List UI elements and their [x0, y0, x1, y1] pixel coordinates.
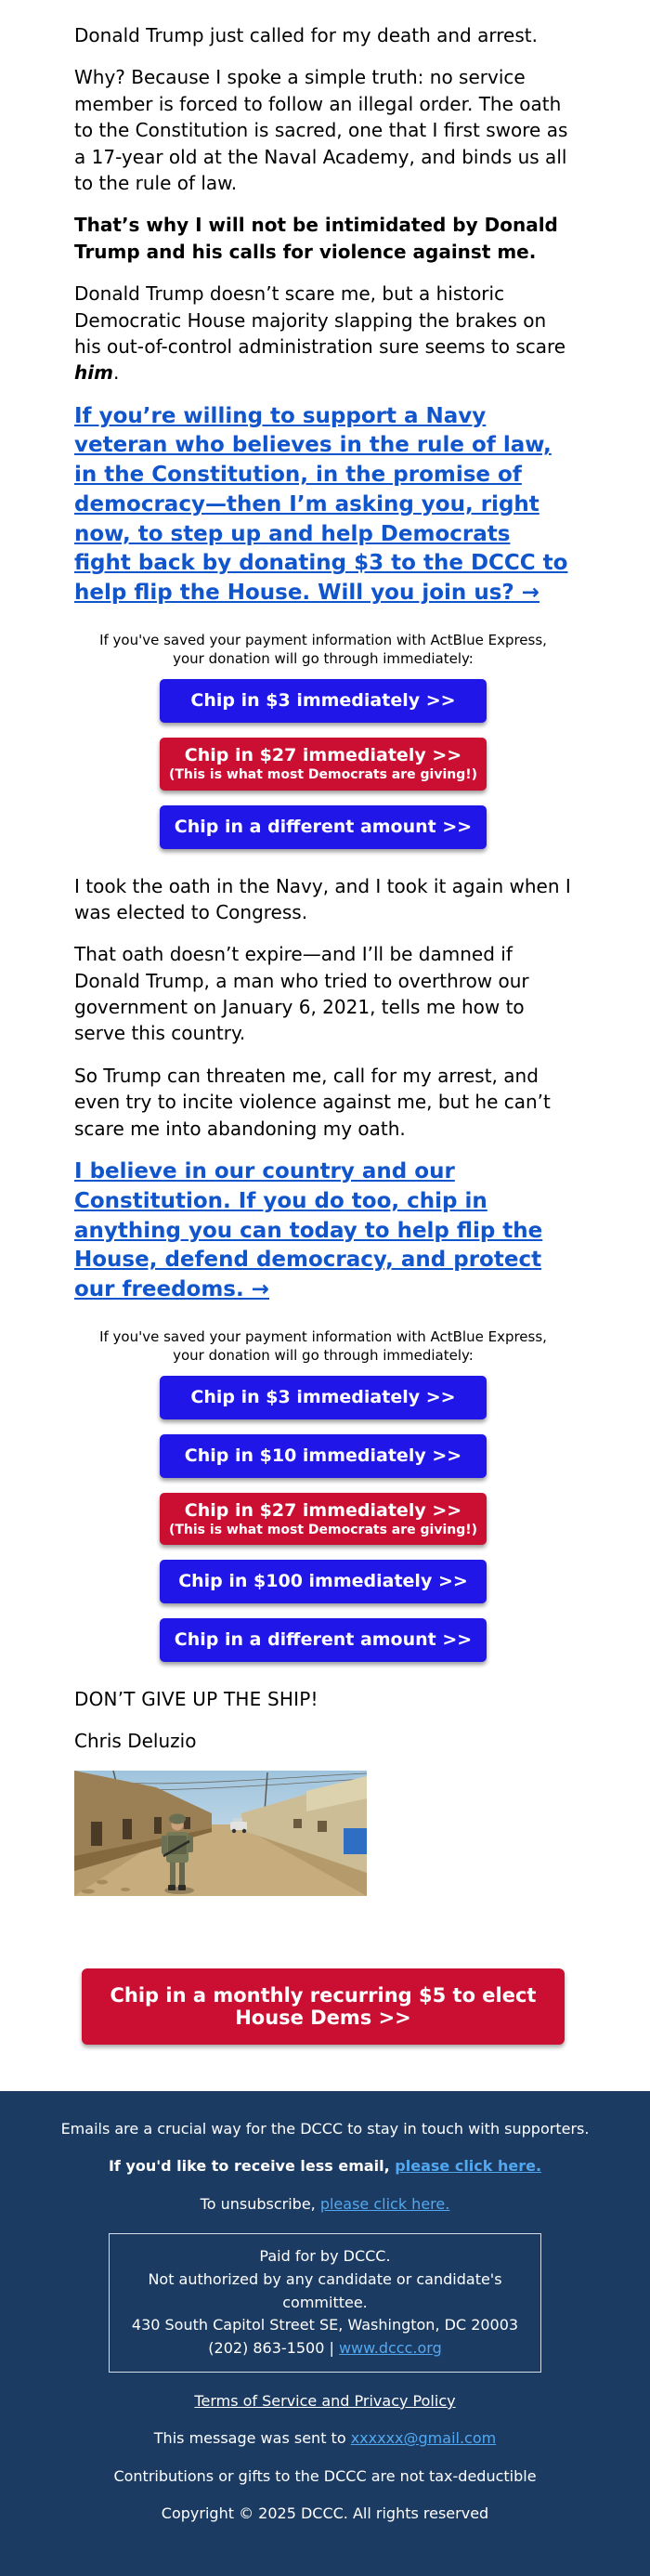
soldier-patrol-photo — [74, 1771, 572, 1896]
footer-copyright-line: Copyright © 2025 DCCC. All rights reserved — [161, 2504, 489, 2523]
actblue-express-note-2 — [74, 1327, 572, 1366]
paid-for-disclaimer-box — [109, 2233, 541, 2373]
receive-less-email-link[interactable]: please click here. — [395, 2157, 542, 2176]
button-label: Chip in $100 immediately >> — [178, 1571, 468, 1592]
footer-less-email-text: If you'd like to receive less email, — [108, 2157, 396, 2176]
button-label: Chip in a different amount >> — [174, 816, 473, 837]
button-label: Chip in $3 immediately >> — [190, 690, 456, 712]
footer-sent-to-line — [28, 2428, 622, 2449]
paid-for-line: Paid for by DCCC. — [259, 2246, 391, 2265]
chip-in-10-button[interactable] — [160, 1434, 487, 1478]
button-label: Chip in $27 immediately >> — [184, 1499, 462, 1521]
button-label: Chip in $27 immediately >> — [184, 745, 462, 766]
donate-link-primary[interactable]: If you’re willing to support a Navy veteran who believes in the rule of law, in the Constitution, in the promise of democracy—then I’m asking you, right now, to step up and help Democrats fight back by donating $3 to the DCCC to help flip the House. Will you join us? → — [74, 403, 568, 606]
paragraph-oath-expire: That oath doesn’t expire—and I’ll be damned if Donald Trump, a man who tried to overthrow our government on January 6, 2021, tells me how to serve this country. — [74, 943, 529, 1045]
chip-in-3-button-2[interactable] — [160, 1376, 487, 1419]
donation-buttons-group-2 — [160, 1376, 487, 1662]
paragraph-scare — [74, 281, 572, 386]
email-footer — [0, 2091, 650, 2576]
paragraph-not-intimidated: That’s why I will not be intimidated by Donald Trump and his calls for violence against me. — [74, 214, 558, 263]
actblue-note-line-1: If you've saved your payment information with ActBlue Express, — [99, 1327, 547, 1345]
chip-in-different-amount-button-2[interactable] — [160, 1618, 487, 1662]
phone-website-line — [130, 2337, 520, 2360]
actblue-note-line-2: your donation will go through immediately: — [173, 650, 474, 668]
footer-unsubscribe-text: To unsubscribe, — [200, 2194, 320, 2213]
donate-link-secondary[interactable]: I believe in our country and our Constitution. If you do too, chip in anything you can today to help flip the House, defend democracy, and protect our freedoms. → — [74, 1159, 543, 1301]
footer-terms-line — [28, 2391, 622, 2412]
chip-in-27-button-2[interactable] — [160, 1493, 487, 1546]
footer-less-email-line — [28, 2156, 622, 2177]
sent-to-text: This message was sent to — [153, 2429, 351, 2448]
not-authorized-line: Not authorized by any candidate or candidate's committee. — [148, 2269, 502, 2311]
unsubscribe-link[interactable]: please click here. — [319, 2194, 450, 2213]
monthly-recurring-donate-button[interactable]: Chip in a monthly recurring $5 to elect House Dems >> — [82, 1968, 565, 2045]
button-label: Chip in $10 immediately >> — [184, 1445, 462, 1466]
chip-in-100-button[interactable] — [160, 1560, 487, 1603]
paragraph-simple-truth: Why? Because I spoke a simple truth: no service member is forced to follow an illegal order. The oath to the Constitution is sacred, one that I first swore as a 17-year old at the Naval Academy, and binds us all to the rule of law. — [74, 66, 568, 194]
footer-crucial-text: Emails are a crucial way for the DCCC to stay in touch with supporters. — [60, 2119, 590, 2138]
terms-privacy-link[interactable]: Terms of Service and Privacy Policy — [194, 2391, 456, 2410]
address-line: 430 South Capitol Street SE, Washington, DC 20003 — [131, 2316, 519, 2334]
dccc-website-link[interactable]: www.dccc.org — [338, 2339, 442, 2358]
chip-in-27-button-1[interactable] — [160, 738, 487, 791]
actblue-note-line-2: your donation will go through immediately: — [173, 1346, 474, 1364]
signature-chris-deluzio: Chris Deluzio — [74, 1730, 197, 1753]
footer-tax-line: Contributions or gifts to the DCCC are not tax-deductible — [113, 2466, 537, 2485]
him-emphasis: him — [74, 361, 113, 385]
actblue-express-note-1 — [74, 631, 572, 669]
button-sublabel: (This is what most Democrats are giving!) — [168, 766, 478, 782]
paragraph-took-oath: I took the oath in the Navy, and I took it again when I was elected to Congress. — [74, 874, 571, 923]
paragraph-threaten: So Trump can threaten me, call for my arrest, and even try to incite violence against me, but he can’t scare me into abandoning my oath. — [74, 1064, 551, 1140]
phone-text: (202) 863-1500 | — [208, 2339, 339, 2358]
actblue-note-line-1: If you've saved your payment information with ActBlue Express, — [99, 631, 547, 648]
recipient-email-link[interactable]: xxxxxx@gmail.com — [350, 2429, 497, 2448]
button-label: Chip in a different amount >> — [174, 1629, 473, 1651]
footer-unsubscribe-line — [28, 2194, 622, 2215]
button-label: Chip in $3 immediately >> — [190, 1387, 456, 1408]
paragraph-death-arrest: Donald Trump just called for my death and arrest. — [74, 24, 538, 46]
paragraph-scare-text: Donald Trump doesn’t scare me, but a historic Democratic House majority slapping the brakes on his out-of-control administration sure seems to scare — [74, 282, 566, 358]
chip-in-3-button-1[interactable] — [160, 679, 487, 723]
button-sublabel: (This is what most Democrats are giving!) — [168, 1522, 478, 1537]
dont-give-up-the-ship-text: DON’T GIVE UP THE SHIP! — [74, 1687, 318, 1710]
monthly-button-row — [74, 1968, 572, 2045]
chip-in-different-amount-button-1[interactable] — [160, 805, 487, 849]
paragraph-scare-period: . — [112, 361, 120, 385]
donation-buttons-group-1 — [160, 679, 487, 848]
